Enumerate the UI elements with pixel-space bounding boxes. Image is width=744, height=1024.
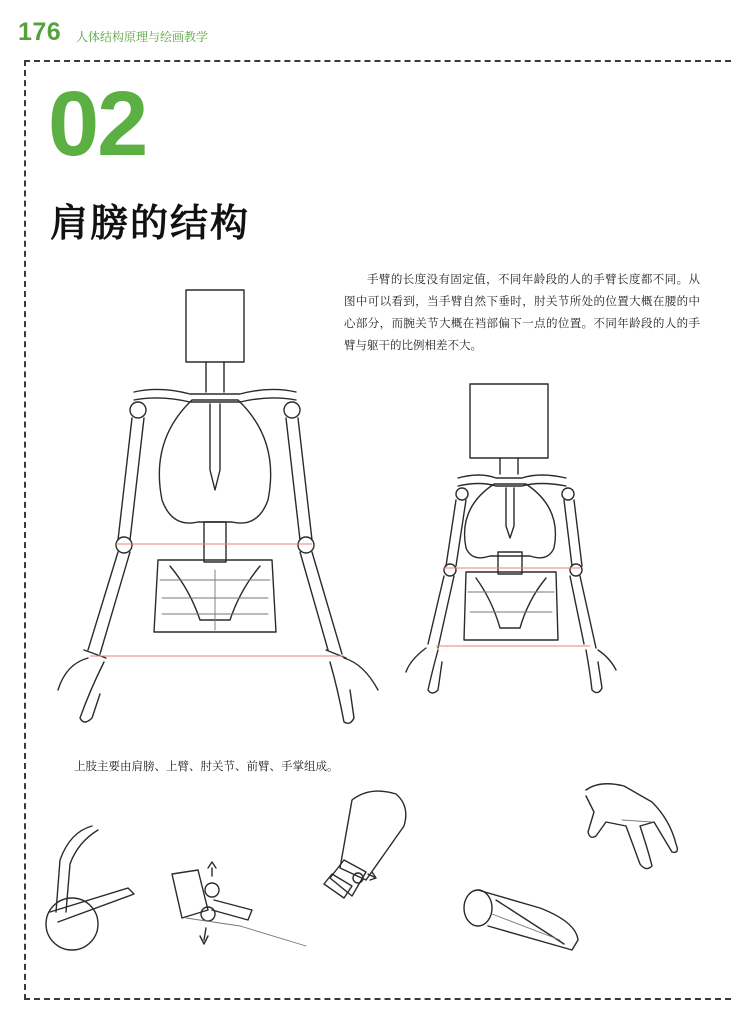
shoulder-part-sketch bbox=[46, 826, 134, 950]
hand-part-sketch bbox=[586, 784, 677, 869]
parts-caption: 上肢主要由肩膀、上臂、肘关节、前臂、手掌组成。 bbox=[74, 759, 339, 773]
page-number: 176 bbox=[18, 18, 62, 46]
wrist-part-sketch bbox=[464, 890, 578, 950]
adult-skeleton-figure bbox=[58, 290, 378, 723]
forearm-part-sketch bbox=[324, 791, 406, 898]
book-title: 人体结构原理与绘画教学 bbox=[76, 30, 209, 44]
section-number: 02 bbox=[48, 73, 147, 175]
intro-paragraph: 手臂的长度没有固定值，不同年龄段的人的手臂长度都不同。从图中可以看到，当手臂自然下垂时，肘关节所处的位置大概在腰的中心部分，而腕关节大概在裆部偏下一点的位置。不同年龄段的人的手臂与躯干的比例相差不大。 bbox=[344, 272, 700, 352]
section-title: 肩膀的结构 bbox=[50, 201, 251, 245]
child-skeleton-figure bbox=[406, 384, 616, 693]
elbow-joint-sketch bbox=[172, 862, 306, 946]
